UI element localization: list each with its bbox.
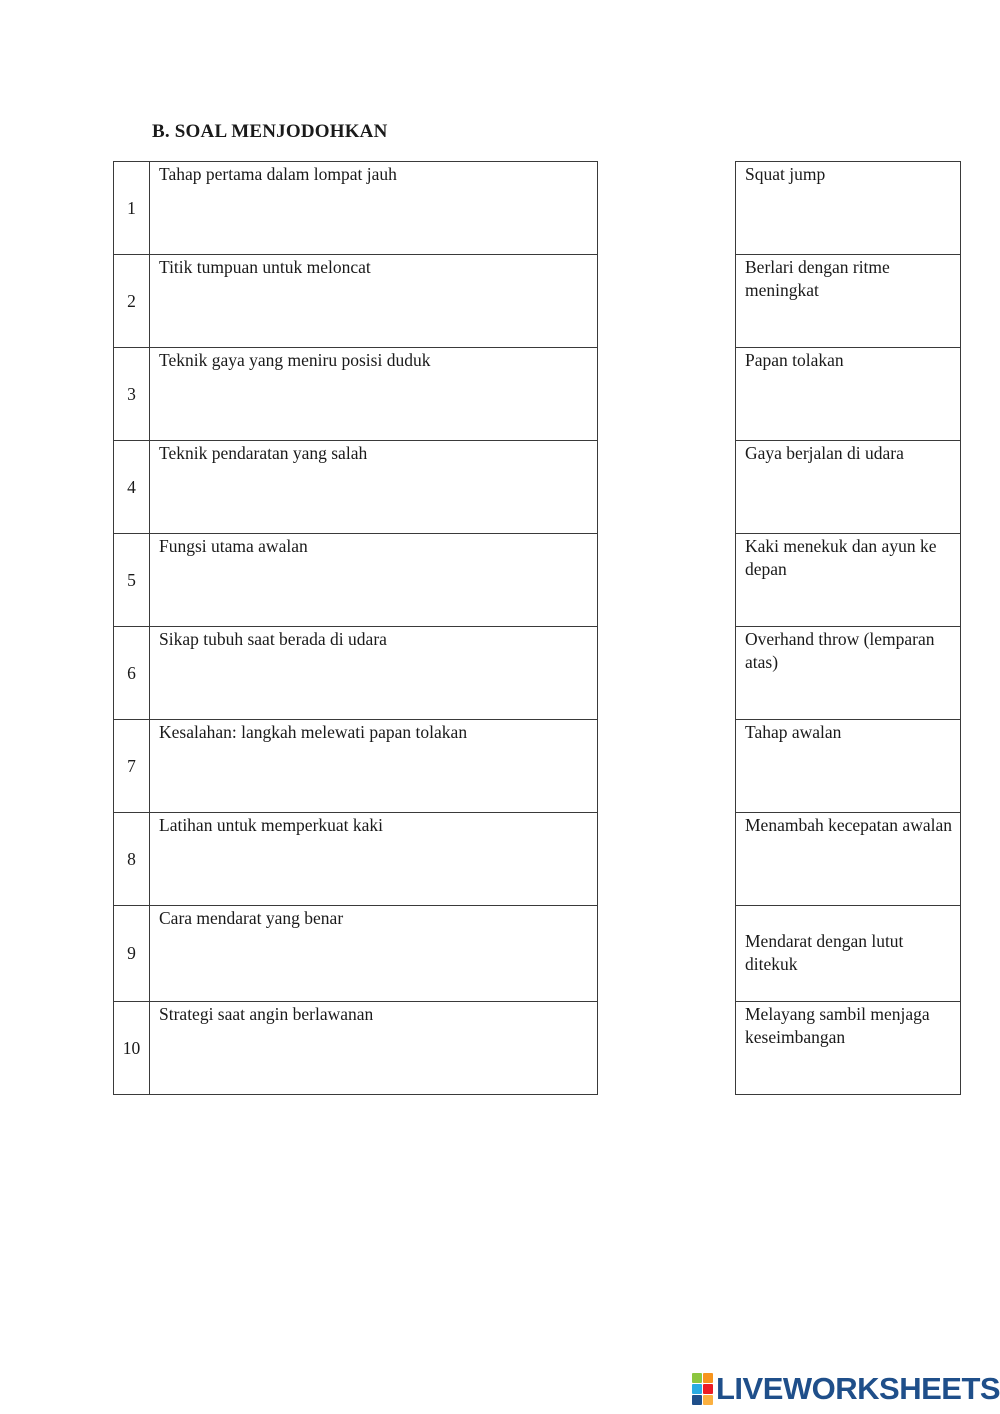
answer-row[interactable] [736,627,961,720]
question-number: 1 [114,162,150,255]
question-row [114,906,598,1002]
brand-name: LIVEWORKSHEETS [716,1371,1000,1406]
question-text: Fungsi utama awalan [150,534,598,627]
answers-table [735,161,961,1095]
section-title: B. SOAL MENJODOHKAN [152,121,388,142]
answer-row[interactable] [736,720,961,813]
logo-square [703,1384,713,1394]
question-row [114,162,598,255]
logo-square [703,1373,713,1383]
answer-option[interactable]: Papan tolakan [736,348,961,441]
answer-option[interactable]: Melayang sambil menjaga keseimbangan [736,1002,961,1095]
question-row [114,813,598,906]
question-text: Sikap tubuh saat berada di udara [150,627,598,720]
logo-square [692,1384,702,1394]
question-number: 5 [114,534,150,627]
question-number: 4 [114,441,150,534]
answer-option[interactable]: Tahap awalan [736,720,961,813]
answer-row[interactable] [736,441,961,534]
answer-option[interactable]: Kaki menekuk dan ayun ke depan [736,534,961,627]
question-text: Teknik pendaratan yang salah [150,441,598,534]
liveworksheets-logo-icon [692,1373,713,1405]
answer-option[interactable]: Berlari dengan ritme meningkat [736,255,961,348]
question-row [114,1002,598,1095]
question-row [114,255,598,348]
question-text: Teknik gaya yang meniru posisi duduk [150,348,598,441]
answer-row[interactable] [736,1002,961,1095]
question-text: Tahap pertama dalam lompat jauh [150,162,598,255]
question-number: 10 [114,1002,150,1095]
question-text: Titik tumpuan untuk meloncat [150,255,598,348]
answer-option[interactable]: Gaya berjalan di udara [736,441,961,534]
liveworksheets-brand [692,1372,1000,1406]
question-row [114,441,598,534]
question-row [114,348,598,441]
logo-square [692,1395,702,1405]
question-number: 7 [114,720,150,813]
logo-square [703,1395,713,1405]
question-row [114,534,598,627]
question-number: 2 [114,255,150,348]
answer-row[interactable] [736,162,961,255]
answer-row[interactable] [736,348,961,441]
answer-row[interactable] [736,813,961,906]
answer-option[interactable]: Squat jump [736,162,961,255]
answer-option[interactable]: Overhand throw (lemparan atas) [736,627,961,720]
question-number: 8 [114,813,150,906]
question-row [114,627,598,720]
question-number: 9 [114,906,150,1002]
question-text: Kesalahan: langkah melewati papan tolakan [150,720,598,813]
question-number: 6 [114,627,150,720]
answer-option[interactable]: Menambah kecepatan awalan [736,813,961,906]
question-text: Latihan untuk memperkuat kaki [150,813,598,906]
answer-row[interactable] [736,255,961,348]
question-number: 3 [114,348,150,441]
answer-row[interactable] [736,534,961,627]
question-text: Cara mendarat yang benar [150,906,598,1002]
answer-option[interactable]: Mendarat dengan lutut ditekuk [736,906,961,1002]
answer-row[interactable] [736,906,961,1002]
question-text: Strategi saat angin berlawanan [150,1002,598,1095]
questions-table [113,161,598,1095]
question-row [114,720,598,813]
logo-square [692,1373,702,1383]
